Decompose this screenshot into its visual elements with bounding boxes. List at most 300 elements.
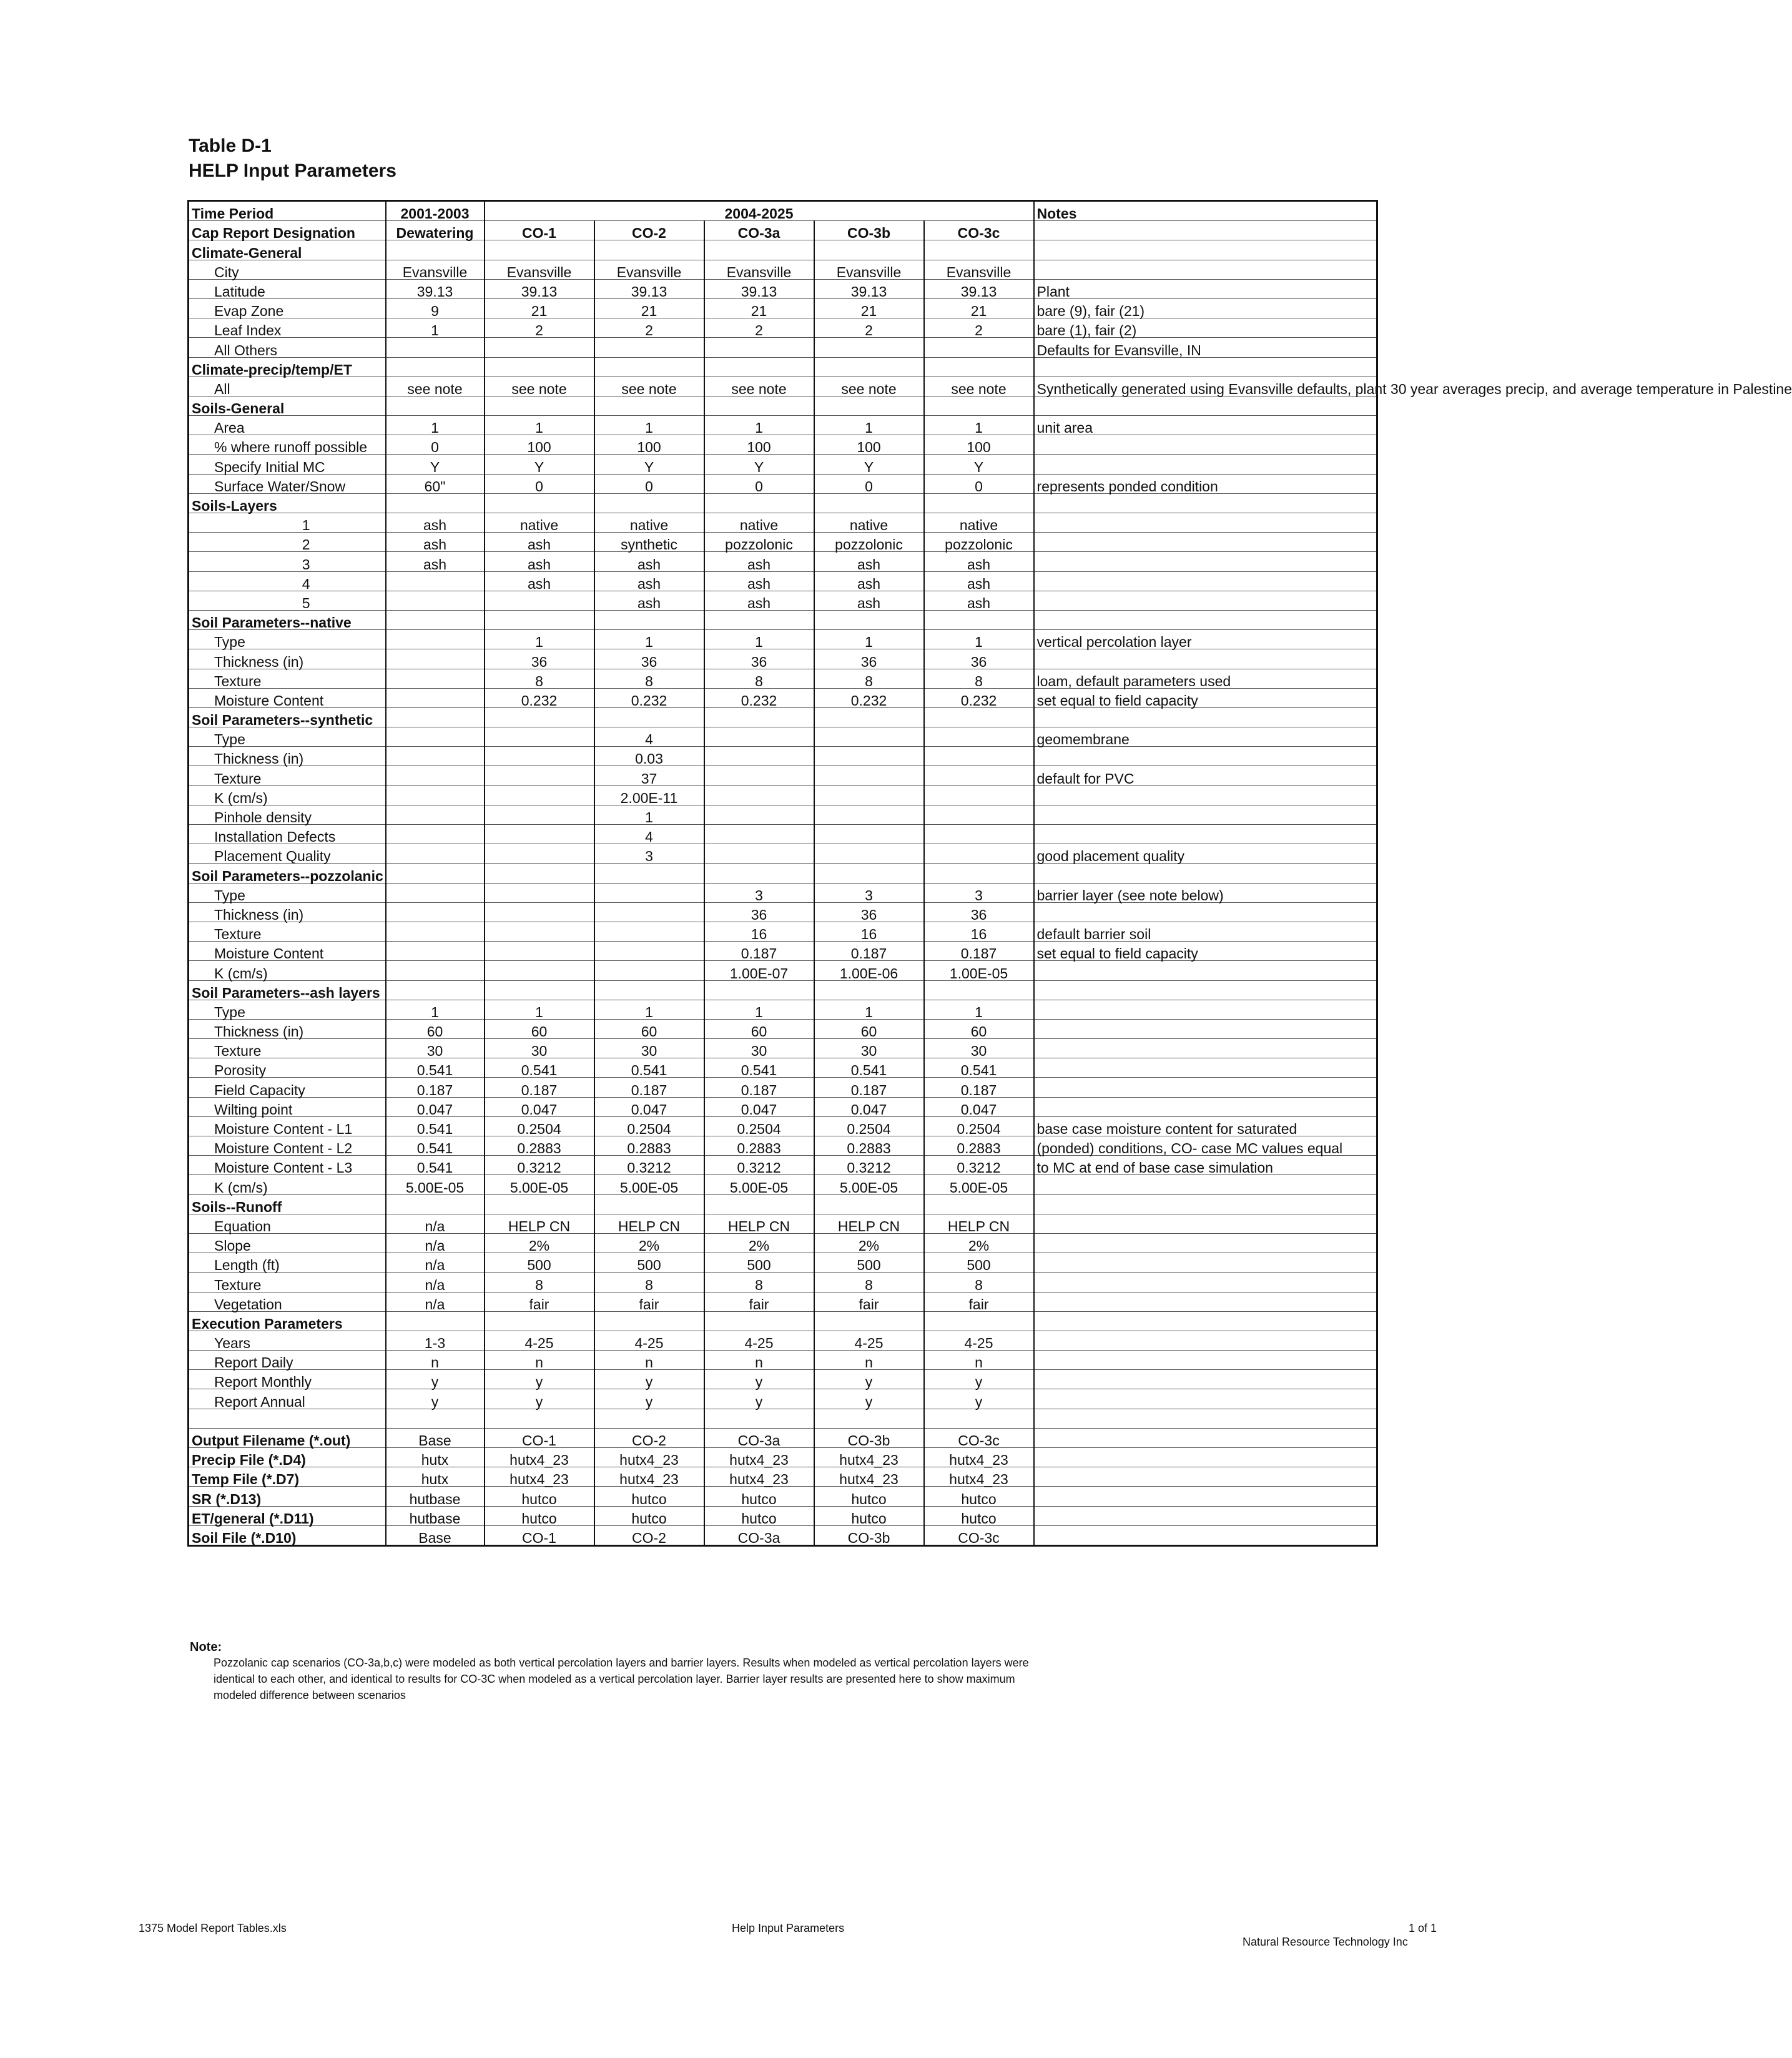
table-cell: 1 — [924, 630, 1034, 649]
table-cell — [594, 240, 704, 260]
table-cell: pozzolonic — [924, 533, 1034, 552]
table-cell: see note — [594, 377, 704, 396]
table-cell — [386, 961, 485, 980]
table-row — [189, 669, 1377, 688]
table-cell: CO-3c — [924, 1525, 1034, 1545]
table-cell — [594, 338, 704, 357]
table-cell — [704, 240, 814, 260]
notes-cell — [1034, 1233, 1377, 1253]
notes-cell — [1034, 1000, 1377, 1019]
row-label: Type — [189, 1000, 386, 1019]
table-cell: 60" — [386, 474, 485, 493]
table-cell — [485, 961, 594, 980]
table-cell — [704, 493, 814, 513]
table-cell — [386, 747, 485, 766]
table-cell: 36 — [594, 649, 704, 669]
table-cell: 60 — [704, 1019, 814, 1038]
notes-cell — [1034, 1351, 1377, 1370]
row-label: 5 — [189, 591, 386, 610]
table-cell: 4-25 — [814, 1331, 924, 1350]
table-cell — [386, 338, 485, 357]
table-cell — [814, 864, 924, 883]
table-cell — [485, 1194, 594, 1214]
table-cell — [704, 727, 814, 747]
table-cell — [924, 1409, 1034, 1428]
table-cell — [704, 825, 814, 844]
table-cell: 1 — [924, 416, 1034, 435]
table-cell: 5.00E-05 — [924, 1175, 1034, 1194]
table-cell: CO-1 — [485, 1428, 594, 1447]
table-cell: fair — [704, 1292, 814, 1311]
table-cell: 1 — [594, 805, 704, 824]
table-row — [189, 298, 1377, 318]
table-cell: 2% — [924, 1233, 1034, 1253]
table-cell: 3 — [924, 883, 1034, 902]
table-cell — [485, 707, 594, 727]
table-cell: n/a — [386, 1214, 485, 1233]
table-cell — [924, 844, 1034, 864]
table-cell — [485, 357, 594, 377]
table-cell: see note — [814, 377, 924, 396]
footnote — [190, 1640, 1039, 1703]
table-cell — [814, 240, 924, 260]
notes-cell — [1034, 396, 1377, 415]
table-cell: 100 — [814, 435, 924, 455]
table-cell — [386, 396, 485, 415]
table-cell — [386, 980, 485, 1000]
table-row — [189, 1370, 1377, 1389]
table-cell: native — [814, 513, 924, 533]
table-cell: Evansville — [485, 260, 594, 279]
table-cell: ash — [924, 591, 1034, 610]
table-cell: 1.00E-07 — [704, 961, 814, 980]
notes-cell — [1034, 1506, 1377, 1525]
help-input-parameters-table — [187, 200, 1792, 1547]
notes-cell — [1034, 357, 1377, 377]
table-cell: 1 — [704, 630, 814, 649]
table-cell: see note — [704, 377, 814, 396]
table-cell — [386, 844, 485, 864]
notes-cell: represents ponded condition — [1034, 474, 1377, 493]
table-cell: 8 — [704, 1273, 814, 1292]
table-cell: Y — [924, 455, 1034, 474]
table-cell: 0.541 — [386, 1058, 485, 1078]
table-cell — [386, 649, 485, 669]
row-label: Type — [189, 883, 386, 902]
table-row — [189, 474, 1377, 493]
table-cell: see note — [386, 377, 485, 396]
table-cell: 0.047 — [704, 1097, 814, 1116]
table-cell: 0.2883 — [594, 1136, 704, 1156]
table-cell — [704, 396, 814, 415]
table-cell — [386, 1194, 485, 1214]
table-cell — [485, 338, 594, 357]
table-cell — [814, 396, 924, 415]
table-cell: see note — [485, 377, 594, 396]
row-label: Moisture Content - L2 — [189, 1136, 386, 1156]
row-label: 3 — [189, 552, 386, 571]
table-cell: 8 — [814, 1273, 924, 1292]
table-cell: hutx4_23 — [924, 1448, 1034, 1467]
table-cell: 1 — [594, 1000, 704, 1019]
table-cell — [485, 240, 594, 260]
table-cell — [485, 883, 594, 902]
notes-cell — [1034, 961, 1377, 980]
table-cell — [386, 766, 485, 785]
table-cell — [924, 727, 1034, 747]
row-label: Porosity — [189, 1058, 386, 1078]
notes-cell: barrier layer (see note below) — [1034, 883, 1377, 902]
table-cell — [386, 630, 485, 649]
table-cell: 60 — [924, 1019, 1034, 1038]
table-cell — [386, 591, 485, 610]
table-cell — [814, 727, 924, 747]
table-cell: y — [386, 1389, 485, 1409]
notes-cell: Synthetically generated using Evansville defaults, plant 30 year averages precip, and average temperature in Palestine — [1034, 377, 1377, 396]
row-label: Pinhole density — [189, 805, 386, 824]
table-cell — [924, 357, 1034, 377]
table-cell — [485, 747, 594, 766]
table-title — [189, 134, 396, 184]
table-row — [189, 844, 1377, 864]
table-cell: 100 — [924, 435, 1034, 455]
row-label: 1 — [189, 513, 386, 533]
footer-filename: 1375 Model Report Tables.xls — [139, 1922, 287, 1934]
table-cell: Y — [704, 455, 814, 474]
table-row — [189, 902, 1377, 922]
table-cell — [704, 1409, 814, 1428]
table-cell: Y — [485, 455, 594, 474]
notes-cell — [1034, 649, 1377, 669]
dewatering-period: 2001-2003 — [386, 201, 485, 221]
table-cell: 0.2504 — [485, 1116, 594, 1136]
table-cell: hutco — [814, 1506, 924, 1525]
table-row — [189, 1078, 1377, 1097]
notes-cell — [1034, 591, 1377, 610]
row-label: Latitude — [189, 279, 386, 298]
table-cell: 0.187 — [814, 1078, 924, 1097]
table-cell: 0.541 — [386, 1116, 485, 1136]
table-cell: 0 — [924, 474, 1034, 493]
footer-company: Natural Resource Technology Inc — [1243, 1936, 1408, 1948]
table-cell: 0.2883 — [704, 1136, 814, 1156]
table-cell: 60 — [814, 1019, 924, 1038]
row-label: Leaf Index — [189, 318, 386, 338]
table-cell: 5.00E-05 — [485, 1175, 594, 1194]
table-cell — [924, 396, 1034, 415]
table-row — [189, 1273, 1377, 1292]
table-cell — [594, 980, 704, 1000]
table-cell: hutco — [485, 1506, 594, 1525]
table-cell — [924, 1194, 1034, 1214]
table-cell: 8 — [485, 669, 594, 688]
notes-cell — [1034, 1273, 1377, 1292]
table-row — [189, 688, 1377, 707]
table-cell: n — [704, 1351, 814, 1370]
table-cell: ash — [386, 552, 485, 571]
row-label: Texture — [189, 1039, 386, 1058]
table-cell — [704, 785, 814, 805]
table-cell: 1 — [386, 318, 485, 338]
table-cell — [814, 1409, 924, 1428]
notes-cell: default barrier soil — [1034, 922, 1377, 941]
table-cell — [386, 707, 485, 727]
table-cell: 0.187 — [704, 942, 814, 961]
table-cell: y — [924, 1370, 1034, 1389]
table-cell: 8 — [594, 669, 704, 688]
notes-cell — [1034, 1175, 1377, 1194]
table-cell — [485, 980, 594, 1000]
table-row — [189, 1487, 1377, 1506]
row-label: 4 — [189, 571, 386, 591]
notes-cell — [1034, 1311, 1377, 1331]
table-row — [189, 455, 1377, 474]
row-label: Thickness (in) — [189, 902, 386, 922]
table-cell: 0.3212 — [594, 1156, 704, 1175]
table-cell: hutbase — [386, 1487, 485, 1506]
notes-cell: bare (9), fair (21) — [1034, 298, 1377, 318]
table-cell — [814, 766, 924, 785]
table-cell — [485, 1409, 594, 1428]
table-cell: fair — [924, 1292, 1034, 1311]
table-cell: 0.541 — [386, 1136, 485, 1156]
table-cell: 0.187 — [924, 1078, 1034, 1097]
notes-cell — [1034, 571, 1377, 591]
table-cell — [704, 357, 814, 377]
table-cell: CO-3a — [704, 1428, 814, 1447]
table-cell: 0.232 — [594, 688, 704, 707]
notes-cell — [1034, 493, 1377, 513]
table-row — [189, 1351, 1377, 1370]
table-cell: 21 — [594, 298, 704, 318]
table-cell: 60 — [485, 1019, 594, 1038]
table-cell: n/a — [386, 1292, 485, 1311]
table-cell: 8 — [594, 1273, 704, 1292]
table-cell: hutco — [594, 1487, 704, 1506]
table-cell — [386, 942, 485, 961]
table-row — [189, 1467, 1377, 1487]
table-cell: 16 — [814, 922, 924, 941]
table-cell: n — [485, 1351, 594, 1370]
notes-cell: good placement quality — [1034, 844, 1377, 864]
table-row — [189, 513, 1377, 533]
table-cell: 0.3212 — [814, 1156, 924, 1175]
table-cell: native — [704, 513, 814, 533]
table-cell: ash — [814, 552, 924, 571]
row-label: Thickness (in) — [189, 649, 386, 669]
table-cell — [485, 942, 594, 961]
table-cell: 36 — [814, 902, 924, 922]
notes-cell — [1034, 1292, 1377, 1311]
table-cell — [485, 493, 594, 513]
table-cell: pozzolonic — [704, 533, 814, 552]
table-cell: 30 — [594, 1039, 704, 1058]
table-cell — [485, 844, 594, 864]
row-label: Vegetation — [189, 1292, 386, 1311]
table-cell: ash — [924, 571, 1034, 591]
table-cell — [924, 825, 1034, 844]
table-cell: 0.2504 — [704, 1116, 814, 1136]
designation-label: Cap Report Designation — [189, 221, 386, 240]
notes-cell — [1034, 1428, 1377, 1447]
footer-sheet-name: Help Input Parameters — [732, 1922, 845, 1934]
row-label: Length (ft) — [189, 1253, 386, 1273]
table-cell: 16 — [704, 922, 814, 941]
notes-cell — [1034, 240, 1377, 260]
table-cell: 0 — [704, 474, 814, 493]
table-cell: 500 — [924, 1253, 1034, 1273]
notes-cell — [1034, 785, 1377, 805]
table-cell: fair — [594, 1292, 704, 1311]
table-row — [189, 318, 1377, 338]
table-row — [189, 883, 1377, 902]
column-header: CO-3b — [814, 221, 924, 240]
table-cell — [485, 805, 594, 824]
table-cell: 37 — [594, 766, 704, 785]
notes-cell — [1034, 552, 1377, 571]
row-label: Installation Defects — [189, 825, 386, 844]
table-cell — [704, 844, 814, 864]
table-cell: Evansville — [704, 260, 814, 279]
category-label: Soil Parameters--native — [189, 610, 386, 629]
table-cell — [814, 747, 924, 766]
table-cell: ash — [594, 571, 704, 591]
table-row — [189, 377, 1377, 396]
notes-cell — [1034, 864, 1377, 883]
row-label: Precip File (*.D4) — [189, 1448, 386, 1467]
table-cell — [924, 805, 1034, 824]
table-cell: 0.2883 — [924, 1136, 1034, 1156]
table-cell: 0.541 — [386, 1156, 485, 1175]
table-cell — [924, 493, 1034, 513]
table-row — [189, 260, 1377, 279]
table-cell: 2% — [704, 1233, 814, 1253]
table-cell — [594, 961, 704, 980]
table-row — [189, 1233, 1377, 1253]
row-label: ET/general (*.D11) — [189, 1506, 386, 1525]
table-cell: hutx4_23 — [485, 1467, 594, 1487]
table-cell — [924, 707, 1034, 727]
table-row — [189, 1019, 1377, 1038]
table-cell: 39.13 — [485, 279, 594, 298]
table-cell: hutx4_23 — [814, 1448, 924, 1467]
table-cell — [704, 338, 814, 357]
table-cell — [924, 980, 1034, 1000]
table-cell: 0.2504 — [594, 1116, 704, 1136]
table-cell: hutx4_23 — [704, 1467, 814, 1487]
table-cell: 4-25 — [704, 1331, 814, 1350]
notes-cell: (ponded) conditions, CO- case MC values equal — [1034, 1136, 1377, 1156]
table-cell: CO-2 — [594, 1525, 704, 1545]
notes-cell — [1034, 1331, 1377, 1350]
category-label: Soil Parameters--ash layers — [189, 980, 386, 1000]
table-cell: 30 — [814, 1039, 924, 1058]
table-cell: CO-3a — [704, 1525, 814, 1545]
table-cell: 0.232 — [485, 688, 594, 707]
notes-cell — [1034, 1039, 1377, 1058]
table-cell — [704, 980, 814, 1000]
table-cell — [814, 493, 924, 513]
table-cell: 0.047 — [594, 1097, 704, 1116]
table-cell: 0.541 — [594, 1058, 704, 1078]
table-cell — [386, 669, 485, 688]
table-row — [189, 1058, 1377, 1078]
notes-cell: to MC at end of base case simulation — [1034, 1156, 1377, 1175]
table-cell: Y — [814, 455, 924, 474]
table-cell: 36 — [924, 649, 1034, 669]
table-cell — [485, 1311, 594, 1331]
notes-header: Notes — [1034, 201, 1377, 221]
table-cell: native — [485, 513, 594, 533]
footnote-label: Note: — [190, 1640, 222, 1654]
row-label: Moisture Content - L1 — [189, 1116, 386, 1136]
table-cell: fair — [485, 1292, 594, 1311]
table-row — [189, 766, 1377, 785]
table-cell — [814, 785, 924, 805]
table-cell: HELP CN — [594, 1214, 704, 1233]
table-cell: 39.13 — [814, 279, 924, 298]
notes-cell — [1034, 435, 1377, 455]
table-cell — [386, 610, 485, 629]
table-cell — [704, 610, 814, 629]
table-cell — [485, 864, 594, 883]
row-label: K (cm/s) — [189, 1175, 386, 1194]
table-cell: 2 — [924, 318, 1034, 338]
table-cell — [814, 805, 924, 824]
table-cell — [386, 688, 485, 707]
notes-cell — [1034, 805, 1377, 824]
notes-cell — [1034, 513, 1377, 533]
table-cell — [485, 825, 594, 844]
notes-cell — [1034, 980, 1377, 1000]
table-row — [189, 922, 1377, 941]
notes-cell — [1034, 1467, 1377, 1487]
notes-cell — [1034, 1448, 1377, 1467]
table-cell: 2% — [814, 1233, 924, 1253]
table-cell: y — [704, 1370, 814, 1389]
row-label: Texture — [189, 669, 386, 688]
table-cell: 39.13 — [704, 279, 814, 298]
table-cell: 36 — [485, 649, 594, 669]
table-cell: 0.2504 — [924, 1116, 1034, 1136]
table-cell — [594, 707, 704, 727]
table-row — [189, 785, 1377, 805]
table-cell: 21 — [485, 298, 594, 318]
table-cell — [594, 922, 704, 941]
table-cell: 0.047 — [485, 1097, 594, 1116]
table-row — [189, 1428, 1377, 1447]
table-cell: 100 — [704, 435, 814, 455]
table-row — [189, 416, 1377, 435]
table-cell: 0.3212 — [704, 1156, 814, 1175]
table-cell: 4-25 — [924, 1331, 1034, 1350]
table-cell — [924, 766, 1034, 785]
table-cell: Y — [594, 455, 704, 474]
table-cell: 8 — [485, 1273, 594, 1292]
table-cell: ash — [386, 533, 485, 552]
notes-cell: set equal to field capacity — [1034, 688, 1377, 707]
notes-cell — [1034, 1058, 1377, 1078]
category-label: Climate-precip/temp/ET — [189, 357, 386, 377]
table-cell: 1.00E-05 — [924, 961, 1034, 980]
table-cell: y — [386, 1370, 485, 1389]
row-label: Specify Initial MC — [189, 455, 386, 474]
table-cell: 0 — [594, 474, 704, 493]
table-cell — [924, 610, 1034, 629]
table-cell: y — [485, 1389, 594, 1409]
row-label: Type — [189, 630, 386, 649]
table-cell — [386, 805, 485, 824]
